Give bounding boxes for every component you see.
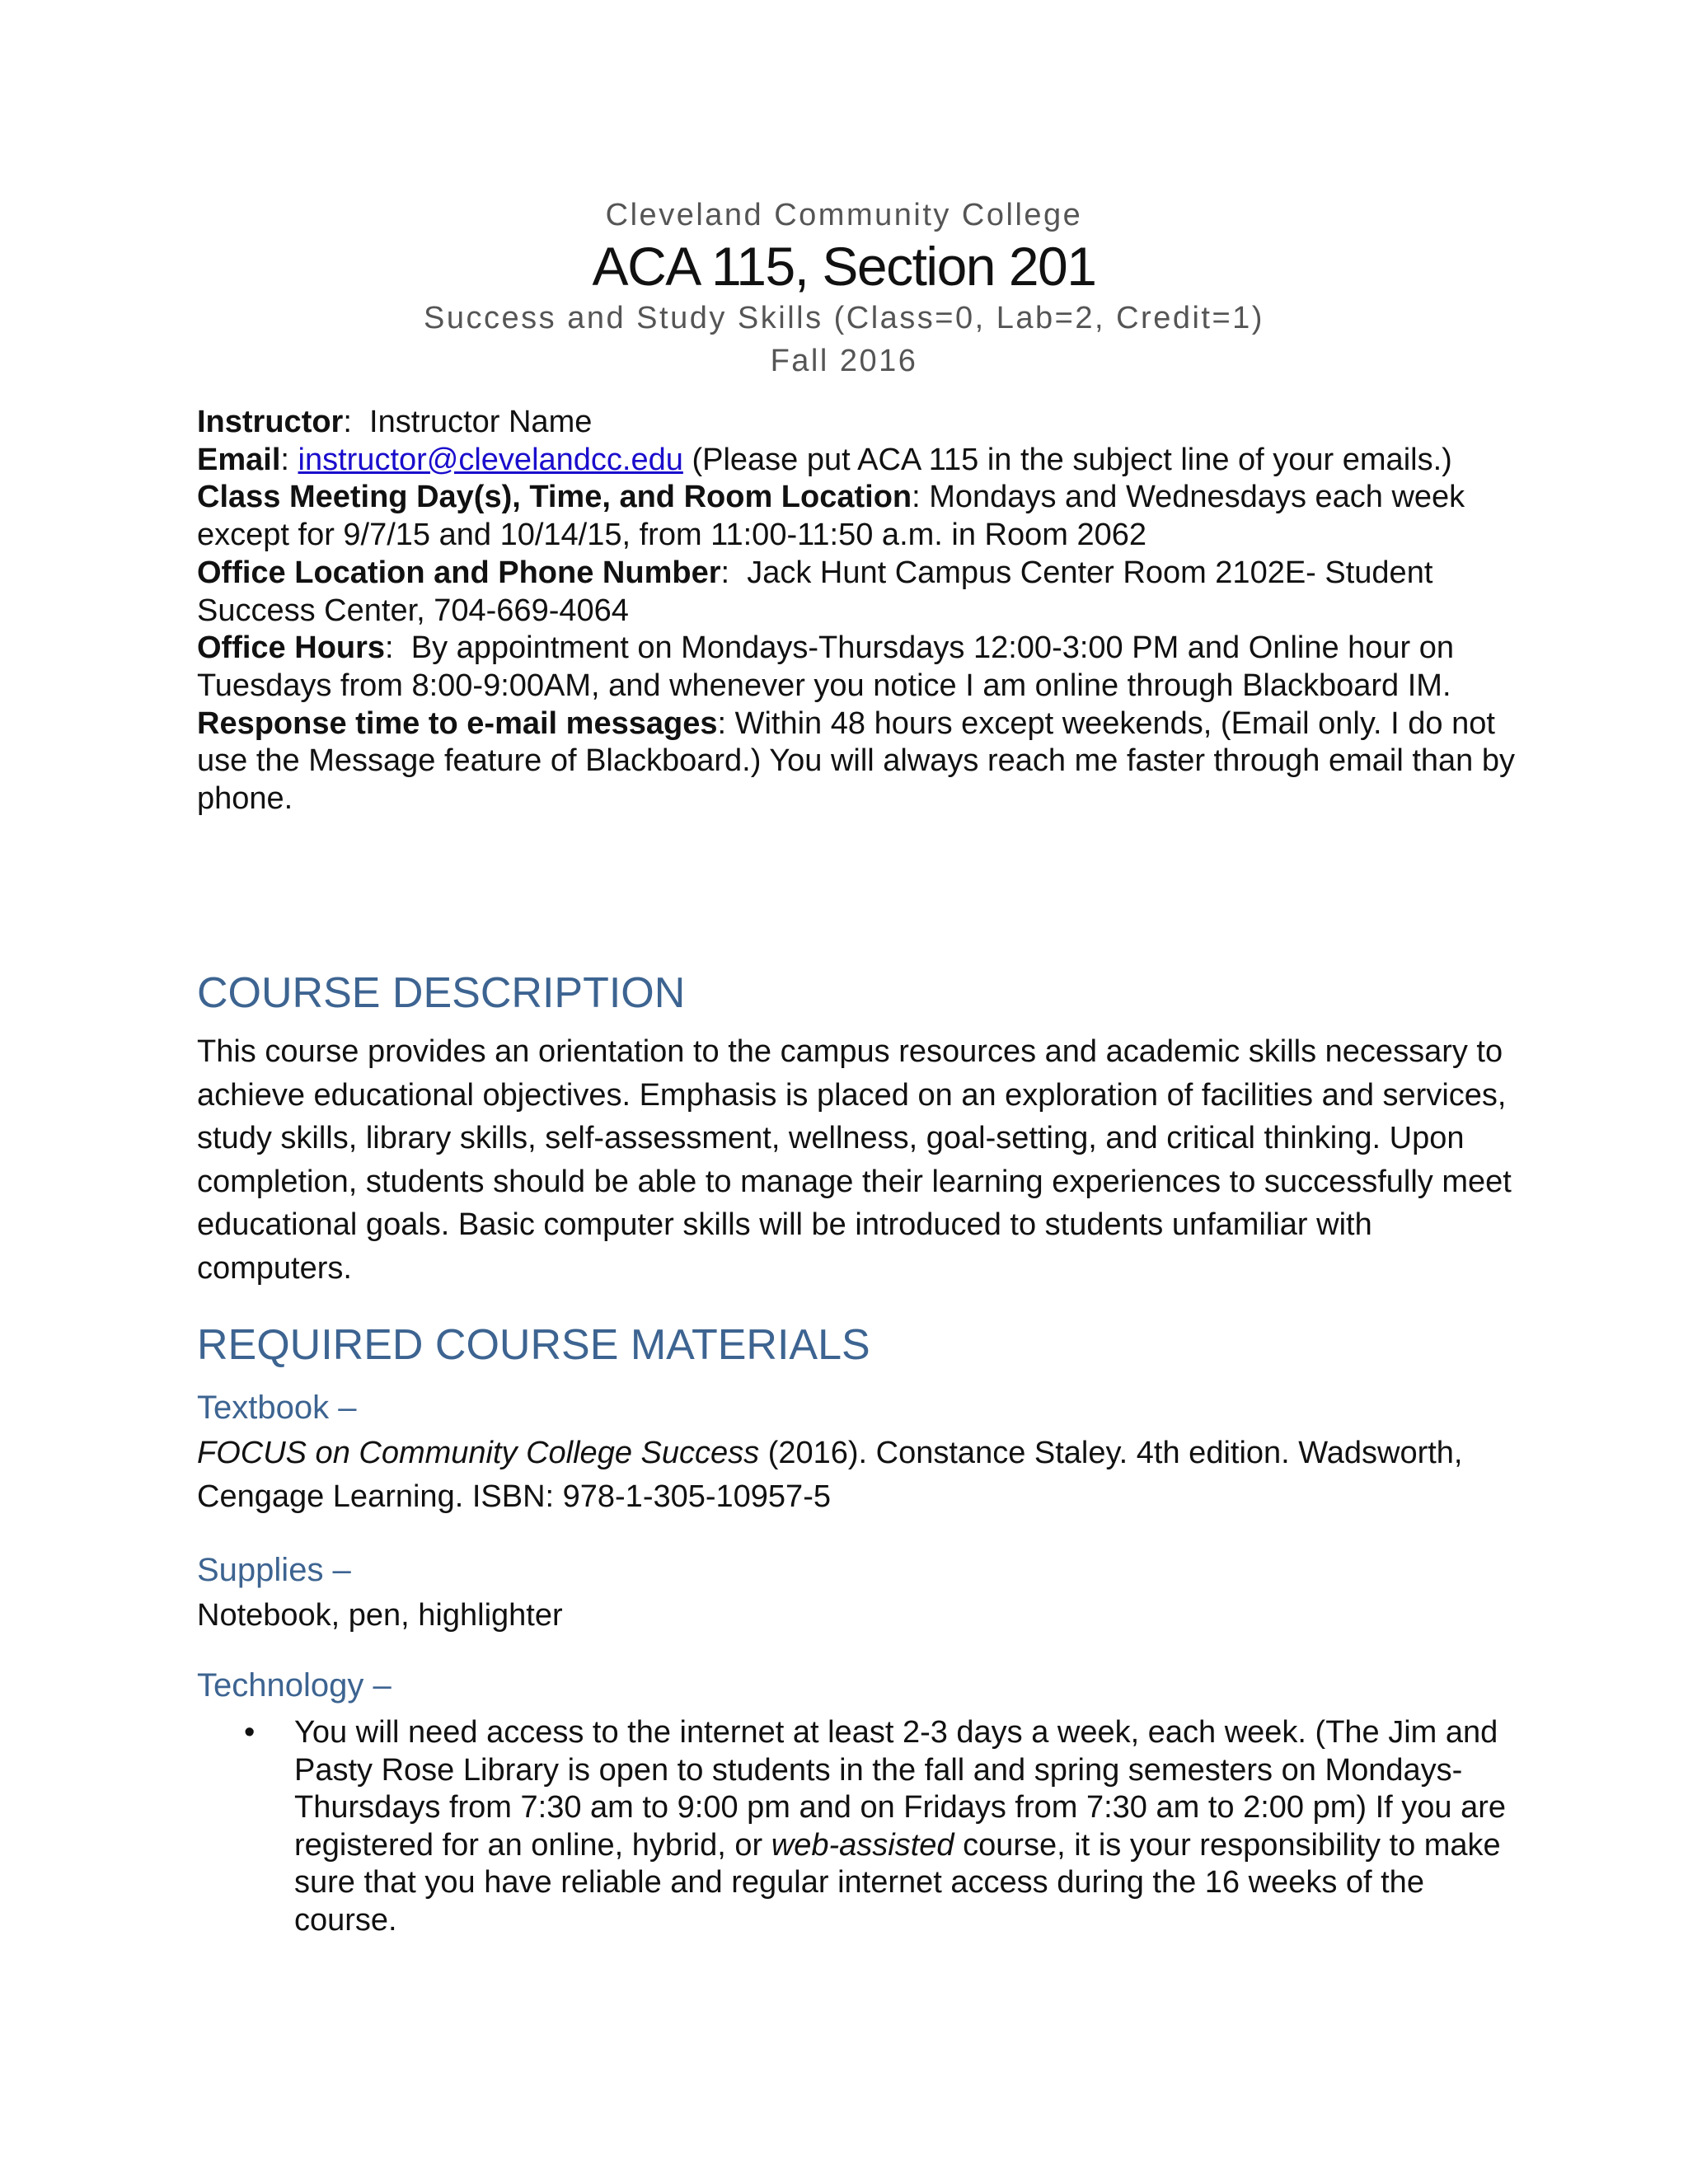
hours-label: Office Hours (197, 630, 386, 666)
email-label: Email (197, 442, 281, 477)
technology-list (197, 1714, 1516, 1939)
instructor-value: Instructor Name (369, 405, 593, 439)
list-item (197, 1714, 1516, 1939)
course-description-text: This course provides an orientation to the campus resources and academic skills necessary to achieve educational objectives. Emphasis is placed on an exploration of facilities and services, study skills, library skills, self-assessment, wellness, goal-setting, and critical thinking. Upon completion, students should be able to manage their learning experiences to successfully meet educational goals. Basic computer skills will be introduced to students unfamiliar with computers. (197, 1034, 1512, 1286)
bullet-icon: • (244, 1715, 256, 1750)
response-label: Response time to e-mail messages (197, 705, 718, 741)
meeting-label: Class Meeting Day(s), Time, and Room Location (197, 480, 912, 515)
response-value: Within 48 hours except weekends, (Email only. I do not use the Message feature of Blackboard.) You will always reach me faster through email than by phone. (197, 705, 1515, 817)
textbook-title: FOCUS on Community College Success (197, 1436, 760, 1470)
supplies-heading: Supplies – (197, 1552, 351, 1588)
email-link[interactable]: instructor@clevelandcc.edu (298, 442, 683, 477)
office-value: Jack Hunt Campus Center Room 2102E- Student Success Center, 704-669-4064 (197, 555, 1433, 628)
course-title: ACA 115, Section 201 (592, 236, 1096, 297)
email-note: (Please put ACA 115 in the subject line of your emails.) (692, 442, 1452, 477)
meeting-line: Class Meeting Day(s), Time, and Room Location: Mondays and Wednesdays each week except for 9/7/15 and 10/14/15, from 11:00-11:50 a.m. in Room 2062 (197, 480, 1465, 553)
document-header (0, 194, 1688, 382)
hours-line: Office Hours: By appointment on Mondays-Thursdays 12:00-3:00 PM and Online hour on Tuesdays from 8:00-9:00AM, and whenever you notice I am online through Blackboard IM. (197, 630, 1455, 703)
technology-bullet-text-end: course, it is your responsibility to make sure that you have reliable and regular internet access during the 16 weeks of the course. (294, 1827, 1501, 1938)
instructor-line: Instructor: Instructor Name (197, 405, 593, 439)
college-name: Cleveland Community College (605, 198, 1083, 232)
course-subtitle: Success and Study Skills (Class=0, Lab=2, Credit=1) (424, 301, 1264, 335)
instructor-info (197, 404, 1516, 818)
textbook-text (197, 1432, 1516, 1518)
materials-heading: REQUIRED COURSE MATERIALS (197, 1321, 870, 1369)
supplies-text: Notebook, pen, highlighter (197, 1598, 563, 1633)
technology-bullet-text: You will need access to the internet at least 2-3 days a week, each week. (The Jim and Pasty Rose Library is open to students in the fall and spring semesters on Mondays-Thursdays from 7:30 am to 9:00 pm and on Fridays from 7:30 am to 2:00 pm) If you are registered for an online, hybrid, or (294, 1715, 1507, 1863)
response-line: Response time to e-mail messages: Within 48 hours except weekends, (Email only. I do not use the Message feature of Blackboard.) You will always reach me faster through email than by phone. (197, 705, 1515, 817)
course-description-heading: COURSE DESCRIPTION (197, 969, 686, 1017)
textbook-details: (2016). Constance Staley. 4th edition. Wadsworth, Cengage Learning. ISBN: 978-1-305-10957-5 (197, 1436, 1463, 1514)
office-line: Office Location and Phone Number: Jack Hunt Campus Center Room 2102E- Student Success Center, 704-669-4064 (197, 555, 1433, 628)
office-label: Office Location and Phone Number (197, 555, 721, 590)
email-line: Email: instructor@clevelandcc.edu (Please put ACA 115 in the subject line of your emails.) (197, 442, 1452, 477)
instructor-label: Instructor (197, 405, 344, 439)
meeting-value: Mondays and Wednesdays each week except for 9/7/15 and 10/14/15, from 11:00-11:50 a.m. in Room 2062 (197, 480, 1465, 553)
textbook-heading: Textbook – (197, 1390, 357, 1426)
technology-heading: Technology – (197, 1667, 392, 1704)
technology-bullet-emphasis: web-assisted (771, 1827, 954, 1863)
hours-value: By appointment on Mondays-Thursdays 12:00-3:00 PM and Online hour on Tuesdays from 8:00-9:00AM, and whenever you notice I am online through Blackboard IM. (197, 630, 1455, 703)
course-term: Fall 2016 (770, 344, 918, 378)
